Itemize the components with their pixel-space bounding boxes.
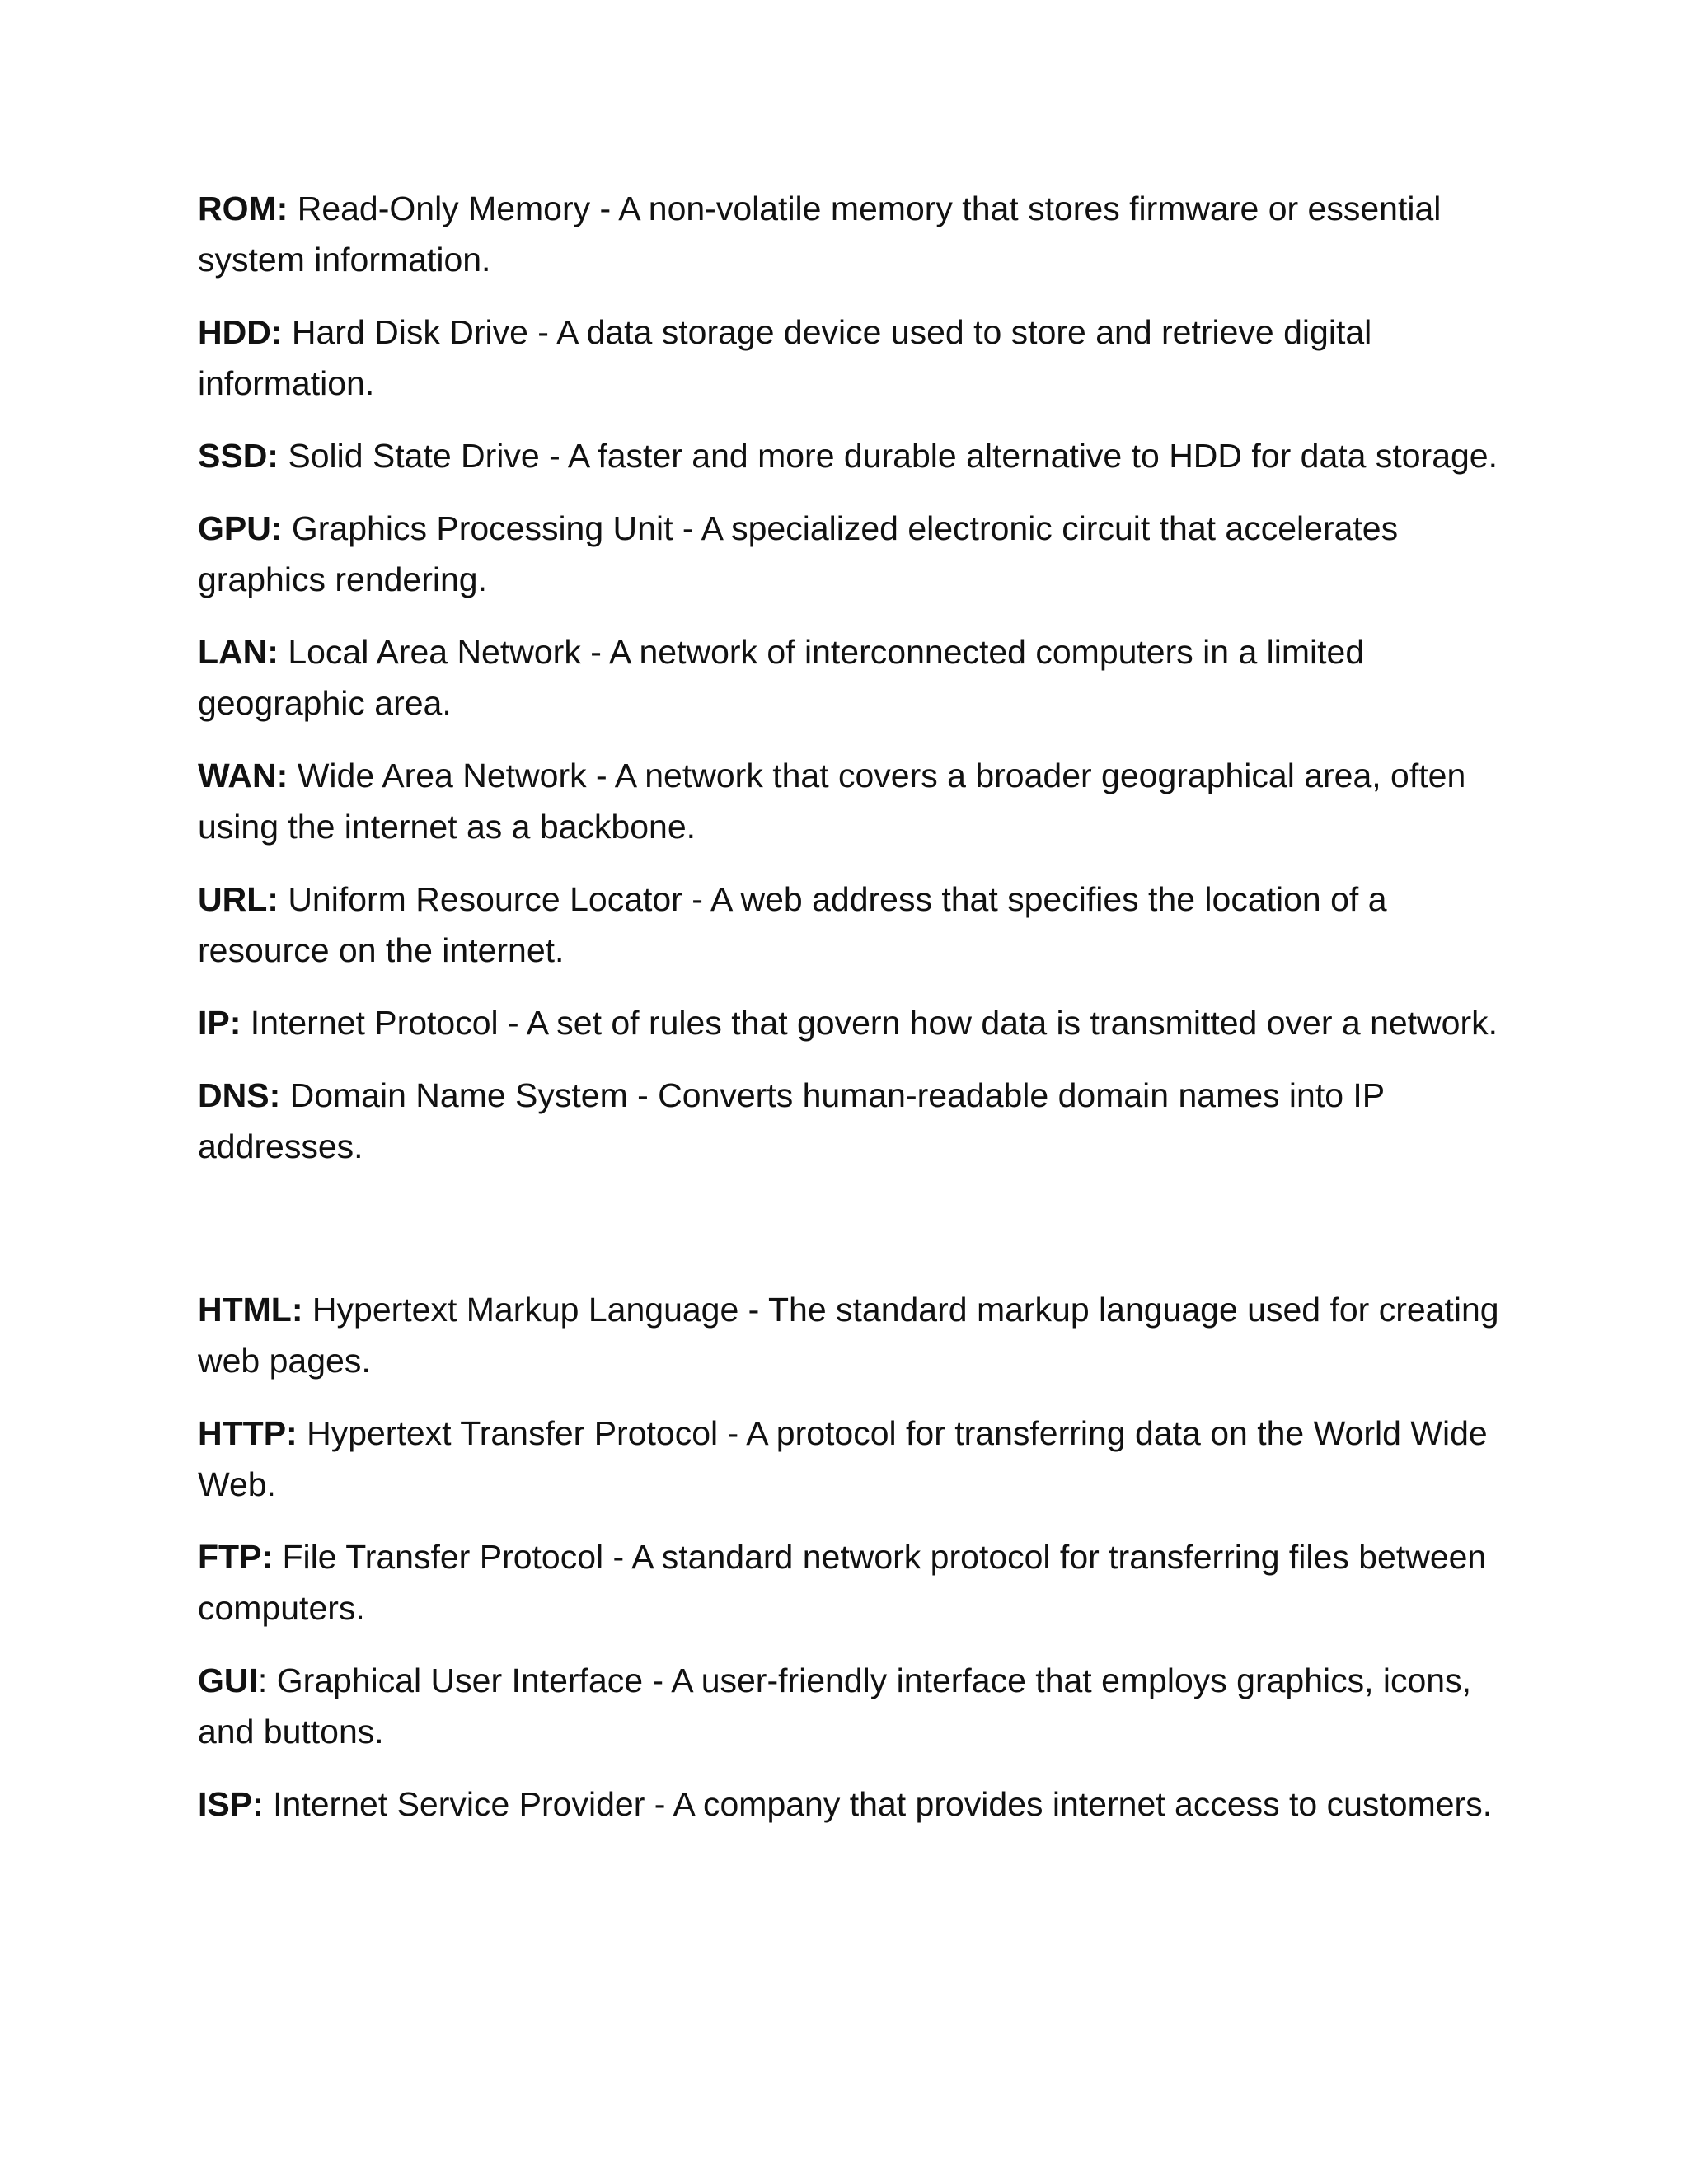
definition: File Transfer Protocol - A standard network protocol for transferring files between computers. bbox=[198, 1538, 1487, 1627]
glossary-entry-gpu bbox=[198, 503, 1500, 605]
term: WAN: bbox=[198, 757, 288, 794]
glossary-entry-html bbox=[198, 1284, 1500, 1386]
glossary-entry-ip bbox=[198, 997, 1500, 1048]
glossary-entry-hdd bbox=[198, 307, 1500, 409]
definition: : Graphical User Interface - A user-friendly interface that employs graphics, icons, and buttons. bbox=[198, 1661, 1472, 1750]
term: IP: bbox=[198, 1004, 241, 1042]
glossary-entry-url bbox=[198, 874, 1500, 976]
definition: Uniform Resource Locator - A web address that specifies the location of a resource on the internet. bbox=[198, 880, 1387, 969]
term: ROM: bbox=[198, 190, 288, 227]
term: HDD: bbox=[198, 313, 283, 351]
glossary-entry-rom bbox=[198, 183, 1500, 285]
term: ISP: bbox=[198, 1785, 264, 1823]
glossary-entry-http bbox=[198, 1408, 1500, 1510]
definition: Hypertext Transfer Protocol - A protocol for transferring data on the World Wide Web. bbox=[198, 1414, 1488, 1503]
definition: Internet Service Provider - A company that provides internet access to customers. bbox=[263, 1785, 1493, 1823]
definition: Domain Name System - Converts human-readable domain names into IP addresses. bbox=[198, 1076, 1385, 1165]
definition: Hard Disk Drive - A data storage device used to store and retrieve digital information. bbox=[198, 313, 1372, 402]
glossary-entry-wan bbox=[198, 750, 1500, 852]
term: SSD: bbox=[198, 437, 279, 475]
definition: Hypertext Markup Language - The standard markup language used for creating web pages. bbox=[198, 1291, 1499, 1380]
term: URL: bbox=[198, 880, 279, 918]
definition: Local Area Network - A network of interconnected computers in a limited geographic area. bbox=[198, 633, 1365, 722]
term: GUI bbox=[198, 1661, 258, 1699]
term: FTP: bbox=[198, 1538, 274, 1576]
definition: Wide Area Network - A network that covers a broader geographical area, often using the internet as a backbone. bbox=[198, 757, 1466, 846]
definition: Solid State Drive - A faster and more durable alternative to HDD for data storage. bbox=[278, 437, 1498, 475]
glossary-entry-lan bbox=[198, 626, 1500, 729]
term: DNS: bbox=[198, 1076, 281, 1114]
glossary-entry-dns bbox=[198, 1070, 1500, 1172]
glossary-entry-ftp bbox=[198, 1531, 1500, 1633]
glossary-entry-isp bbox=[198, 1779, 1500, 1830]
definition: Read-Only Memory - A non-volatile memory that stores firmware or essential system information. bbox=[198, 190, 1442, 279]
term: HTML: bbox=[198, 1291, 303, 1329]
glossary-entry-ssd bbox=[198, 430, 1500, 481]
definition: Internet Protocol - A set of rules that govern how data is transmitted over a network. bbox=[241, 1004, 1498, 1042]
glossary-entry-gui bbox=[198, 1655, 1500, 1757]
term: HTTP: bbox=[198, 1414, 298, 1452]
definition: Graphics Processing Unit - A specialized electronic circuit that accelerates graphics rendering. bbox=[198, 509, 1399, 598]
term: GPU: bbox=[198, 509, 283, 547]
glossary bbox=[198, 183, 1500, 1851]
term: LAN: bbox=[198, 633, 279, 671]
